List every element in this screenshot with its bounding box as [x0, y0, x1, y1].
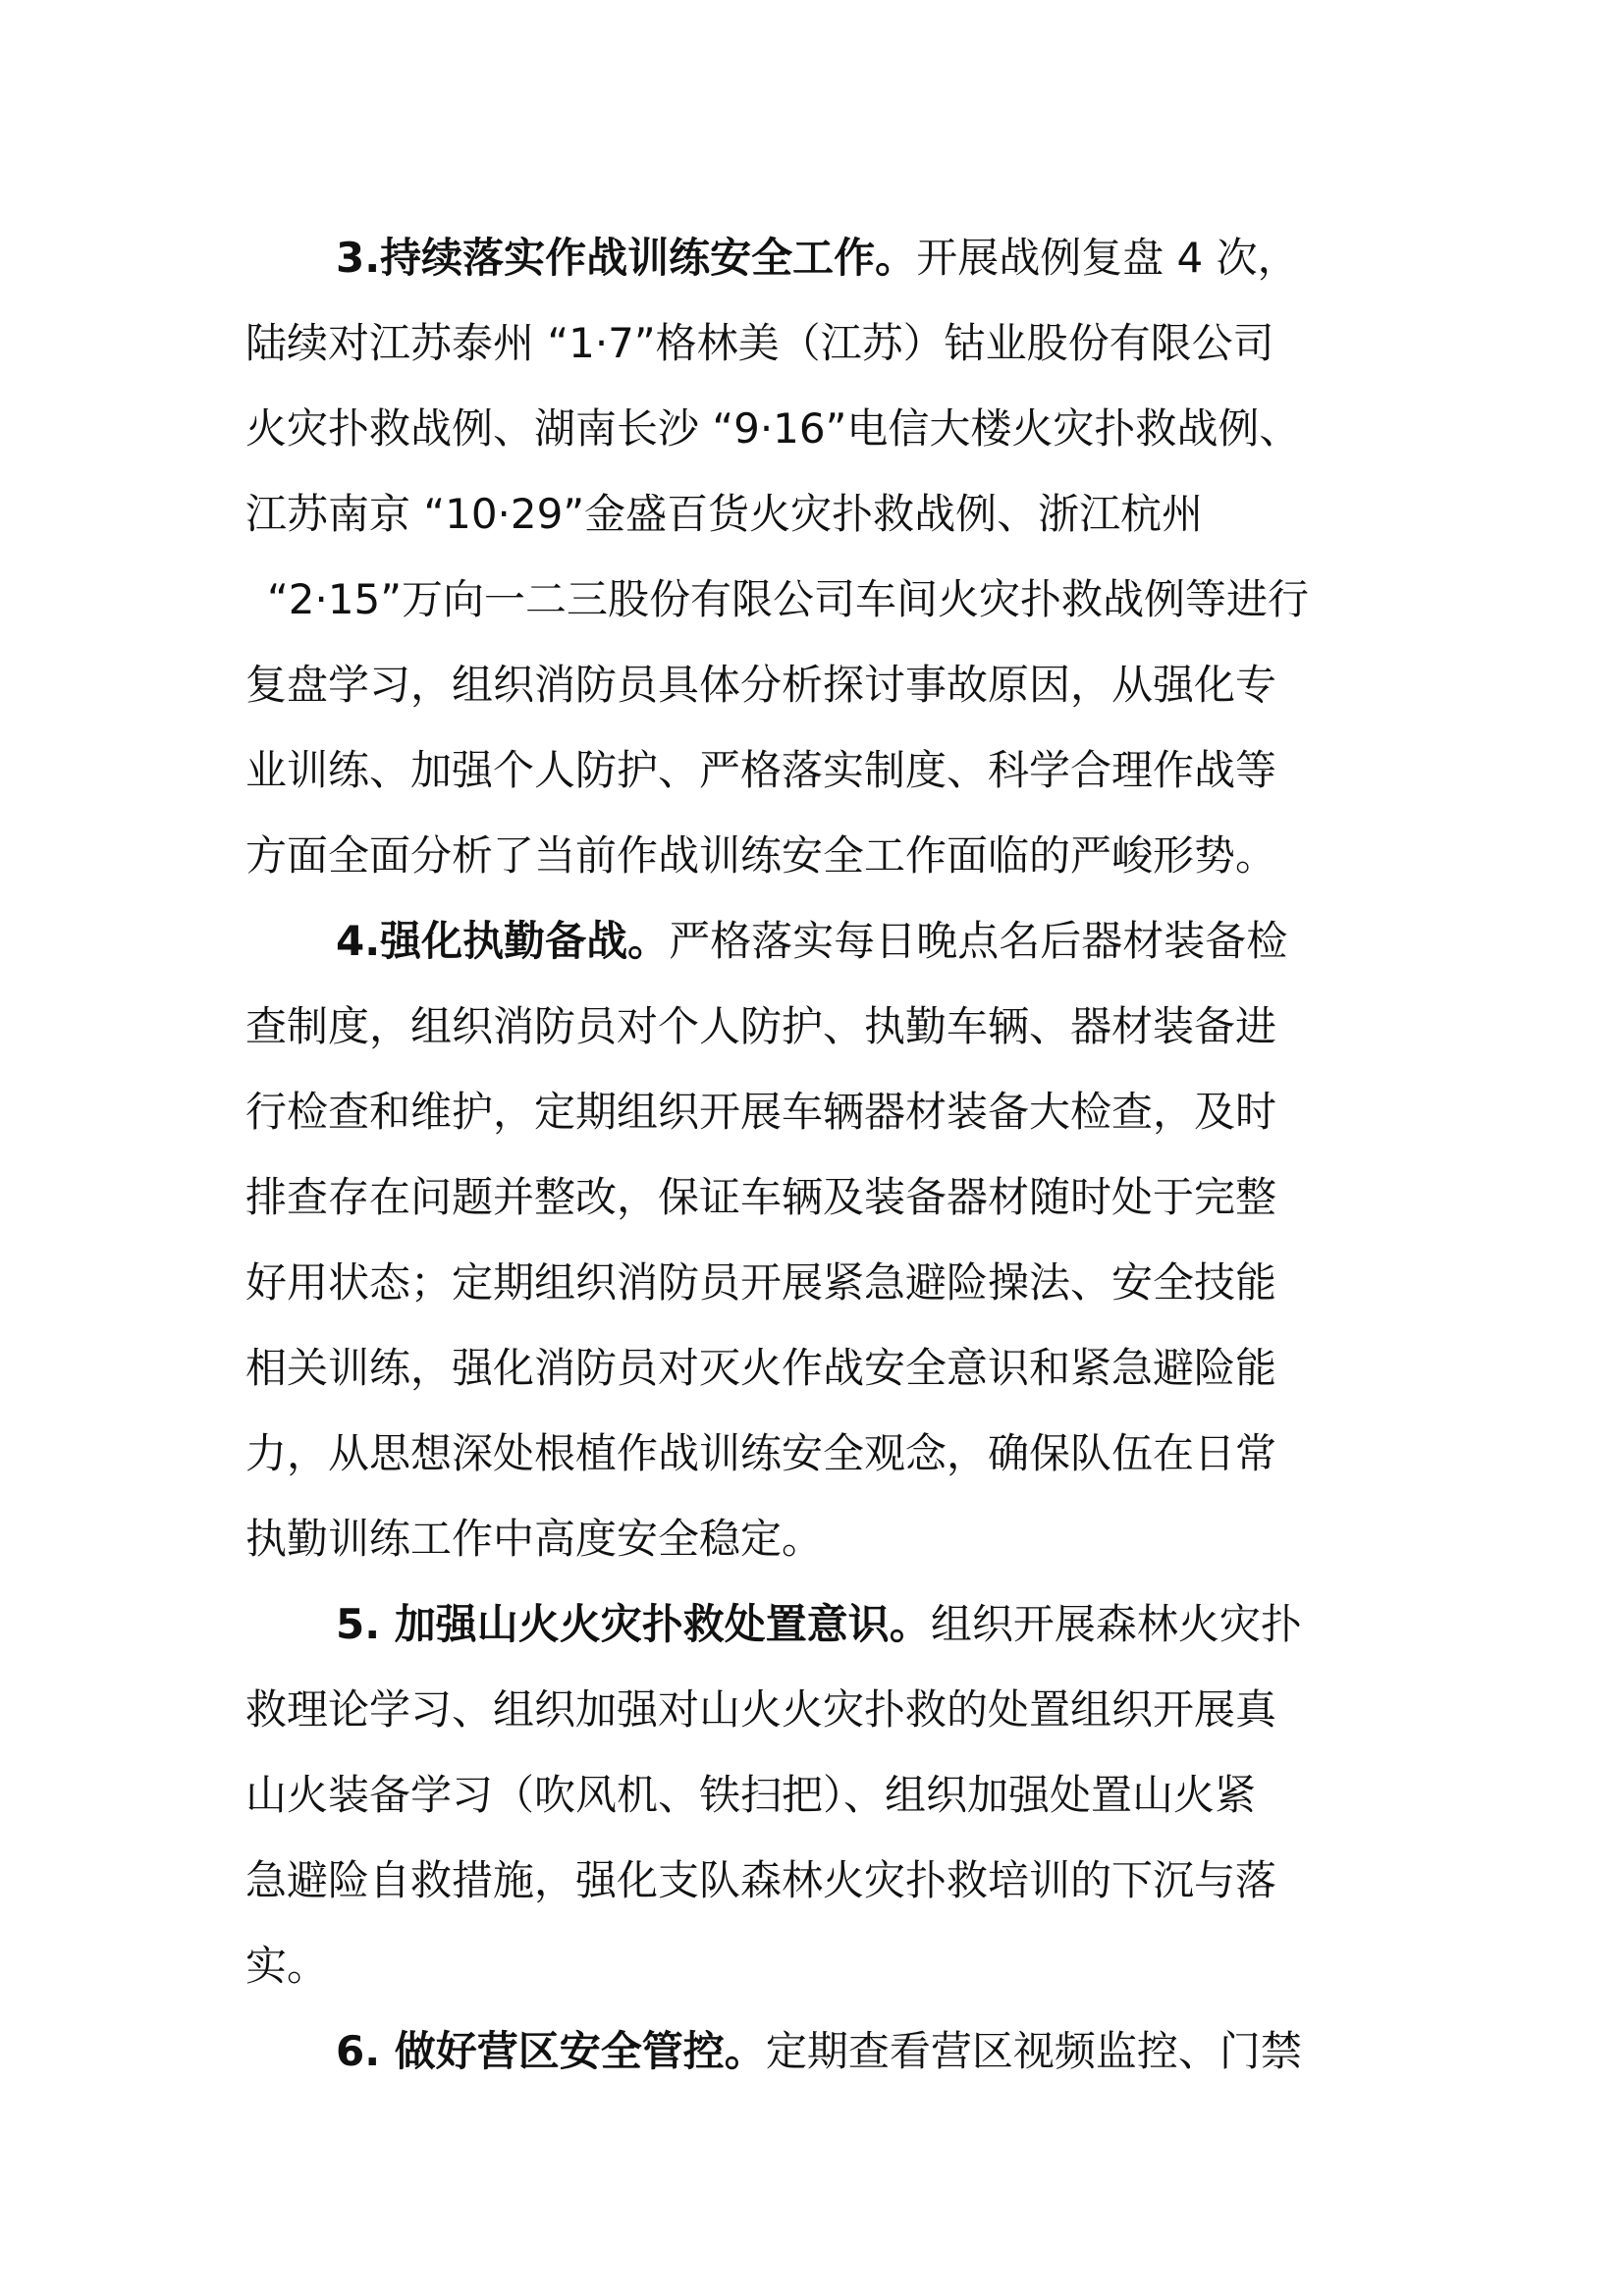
paragraph-6-line-1 — [245, 2017, 1384, 2103]
paragraph-3-line-8: 方面全面分析了当前作战训练安全工作面临的严峻形势。 — [245, 831, 1277, 880]
paragraph-3-heading: 3.持续落实作战训练安全工作。 — [336, 234, 917, 282]
paragraph-4-line-7: 力，从思想深处根植作战训练安全观念，确保队伍在日常 — [245, 1429, 1277, 1477]
paragraph-4-line-8: 执勤训练工作中高度安全稳定。 — [245, 1515, 824, 1563]
paragraph-4-line-1 — [245, 907, 1384, 992]
paragraph-3-line-7: 业训练、加强个人防护、严格落实制度、科学合理作战等 — [245, 746, 1277, 794]
paragraph-4-heading: 4.强化执勤备战。 — [336, 917, 670, 965]
paragraph-5-line-3: 山火装备学习（吹风机、铁扫把）、组织加强处置山火紧 — [245, 1771, 1257, 1819]
paragraph-3-line-5: “2·15”万向一二三股份有限公司车间火灾扑救战例等进行 — [267, 575, 1310, 623]
paragraph-5-line-2: 救理论学习、组织加强对山火火灾扑救的处置组织开展真 — [245, 1685, 1277, 1734]
paragraph-5-line-4: 急避险自救措施，强化支队森林火灾扑救培训的下沉与落 — [245, 1856, 1277, 1904]
paragraph-3-line-2: 陆续对江苏泰州 “1·7”格林美（江苏）钴业股份有限公司 — [245, 319, 1274, 367]
paragraph-5-line-1 — [245, 1590, 1384, 1676]
paragraph-4-line-3: 行检查和维护，定期组织开展车辆器材装备大检查，及时 — [245, 1088, 1277, 1136]
paragraph-4-line-2: 查制度，组织消防员对个人防护、执勤车辆、器材装备进 — [245, 1002, 1277, 1050]
paragraph-3-line-3: 火灾扑救战例、湖南长沙 “9·16”电信大楼火灾扑救战例、 — [245, 404, 1301, 453]
paragraph-4-line-6: 相关训练，强化消防员对灭火作战安全意识和紧急避险能 — [245, 1344, 1277, 1392]
paragraph-3-line-6: 复盘学习，组织消防员具体分析探讨事故原因，从强化专 — [245, 661, 1277, 709]
paragraph-6-text: 定期查看营区视频监控、门禁 — [765, 2027, 1302, 2075]
paragraph-3-text: 开展战例复盘 4 次， — [916, 234, 1299, 282]
paragraph-5-line-5: 实。 — [245, 1942, 329, 1990]
paragraph-3-line-1 — [245, 224, 1384, 309]
paragraph-4-line-4: 排查存在问题并整改，保证车辆及装备器材随时处于完整 — [245, 1173, 1277, 1221]
paragraph-5-heading: 5. 加强山火火灾扑救处置意识。 — [336, 1600, 931, 1648]
paragraph-5-text: 组织开展森林火灾扑 — [930, 1600, 1302, 1648]
document-body — [245, 224, 1384, 2103]
paragraph-4-text: 严格落实每日晚点名后器材装备检 — [669, 917, 1288, 965]
paragraph-6-heading: 6. 做好营区安全管控。 — [336, 2027, 766, 2075]
paragraph-3-line-4: 江苏南京 “10·29”金盛百货火灾扑救战例、浙江杭州 — [245, 490, 1204, 538]
paragraph-4-line-5: 好用状态；定期组织消防员开展紧急避险操法、安全技能 — [245, 1258, 1277, 1307]
